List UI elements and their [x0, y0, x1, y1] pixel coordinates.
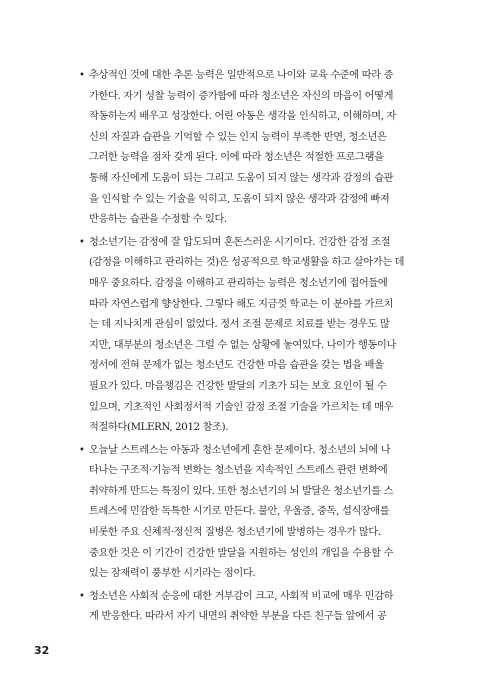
bullet-list: [80, 66, 430, 630]
bullet-item-social-conformity: [80, 587, 430, 628]
text-line: 지만, 대부분의 청소년은 그럴 수 없는 상황에 놓여있다. 나이가 행동이나: [89, 339, 397, 351]
text-line: 필요가 있다. 마음챙김은 건강한 발달의 기초가 되는 보호 요인이 될 수: [89, 380, 387, 392]
text-line: 통해 자신에게 도움이 되는 그리고 도움이 되지 않는 생각과 감정의 습관: [89, 172, 394, 184]
text-line: 을 인식할 수 있는 기술을 익히고, 도움이 되지 않은 생각과 감정에 빠져: [89, 193, 390, 205]
bullet-item-stress: [80, 441, 430, 585]
bullet-item-abstract-reasoning: [80, 66, 430, 231]
text-line: 비롯한 주요 신체적·정신적 질병은 청소년기에 발병하는 경우가 많다.: [89, 527, 381, 539]
text-line: (감정을 이해하고 관리하는 것)은 성공적으로 학교생활을 하고 살아가는 데: [89, 257, 405, 269]
text-line: 작동하는지 배우고 성장한다. 어린 아동은 생각을 인식하고, 이해하며, 자: [89, 111, 397, 123]
text-line: 적절하다(MLERN, 2012 참조).: [89, 422, 229, 434]
text-line: 있으며, 기초적인 사회정서적 기술인 감정 조절 기술을 가르치는 데 매우: [89, 401, 394, 413]
text-line: 가한다. 자기 성찰 능력이 증가함에 따라 청소년은 자신의 마음이 어떻게: [89, 90, 394, 102]
page-number: 32: [34, 644, 50, 657]
text-line: 중요한 것은 이 기간이 건강한 발달을 지원하는 성인의 개입을 수용할 수: [89, 547, 394, 559]
text-line: 추상적인 것에 대한 추론 능력은 일반적으로 나이와 교육 수준에 따라 증: [89, 70, 394, 81]
text-line: 신의 자질과 습관을 기억할 수 있는 인지 능력이 부족한 반면, 청소년은: [89, 131, 387, 143]
text-line: 트레스에 민감한 독특한 시기로 만든다. 불안, 우울증, 중독, 섭식장애를: [89, 506, 390, 518]
text-line: 있는 잠재력이 풍부한 시기라는 점이다.: [89, 568, 256, 580]
text-line: 청소년은 사회적 순응에 대한 거부감이 크고, 사회적 비교에 매우 민감하: [89, 590, 394, 602]
bullet-dot-icon: •: [79, 236, 85, 248]
bullet-item-emotion-regulation: [80, 233, 430, 439]
text-line: 그러한 능력을 점차 갖게 된다. 이에 따라 청소년은 적절한 프로그램을: [89, 152, 384, 164]
text-line: 취약하게 만드는 특징이 있다. 또한 청소년기의 뇌 발달은 청소년기를 스: [89, 485, 394, 497]
text-line: 타나는 구조적·기능적 변화는 청소년을 지속적인 스트레스 관련 변화에: [89, 465, 388, 477]
text-line: 정서에 전혀 문제가 없는 청소년도 건강한 마음 습관을 갖는 법을 배울: [89, 360, 384, 372]
bullet-dot-icon: •: [79, 444, 85, 456]
text-line: 오늘날 스트레스는 아동과 청소년에게 흔한 문제이다. 청소년의 뇌에 나: [89, 444, 391, 456]
text-line: 게 반응한다. 따라서 자기 내면의 취약한 부분을 다른 친구들 앞에서 공: [89, 611, 387, 623]
bullet-dot-icon: •: [79, 590, 85, 602]
text-line: 는 데 지나치게 관심이 없었다. 정서 조절 문제로 치료를 받는 경우도 많: [89, 319, 390, 331]
bullet-dot-icon: •: [79, 70, 85, 81]
text-line: 반응하는 습관을 수정할 수 있다.: [89, 214, 227, 226]
text-line: 청소년기는 감정에 잘 압도되며 혼돈스러운 시기이다. 건강한 감정 조절: [89, 236, 391, 248]
text-line: 매우 중요하다. 감정을 이해하고 관리하는 능력은 청소년기에 접어들에: [89, 277, 388, 289]
text-line: 따라 자연스럽게 향상한다. 그렇다 해도 지금껏 학교는 이 분야를 가르치: [89, 298, 394, 310]
